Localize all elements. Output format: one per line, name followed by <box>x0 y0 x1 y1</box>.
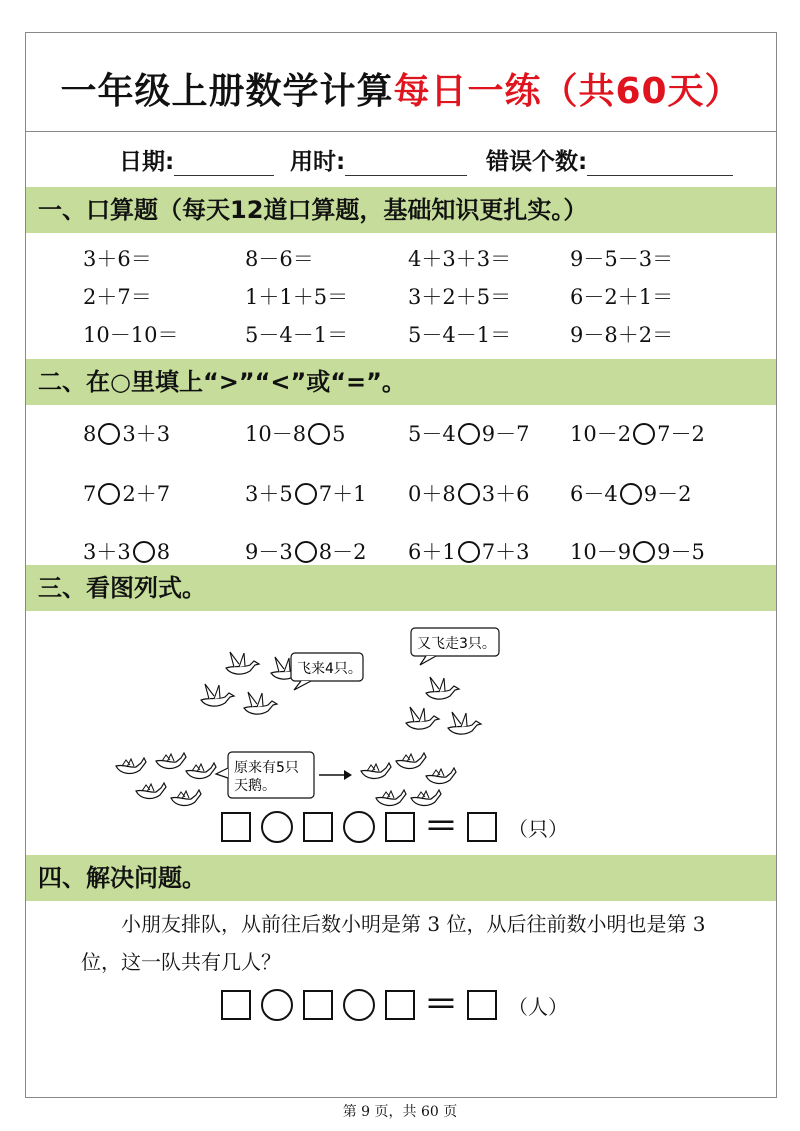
compare-right: 8 <box>156 540 171 564</box>
oral-problem[interactable]: 2＋7＝ <box>83 285 152 309</box>
operator-circle[interactable] <box>261 989 293 1021</box>
compare-right: 8－2 <box>318 540 367 564</box>
oral-problem[interactable]: 10－10＝ <box>83 323 179 347</box>
oral-problem[interactable]: 3＋2＋5＝ <box>408 285 512 309</box>
equals-sign: ＝ <box>424 985 458 1025</box>
compare-problem <box>570 418 705 448</box>
compare-circle[interactable] <box>633 541 655 563</box>
section2-heading: 二、在○里填上“>”“<”或“=”。 <box>26 359 776 405</box>
compare-right: 9－5 <box>657 540 705 564</box>
section3-heading: 三、看图列式。 <box>26 565 776 611</box>
errors-blank[interactable] <box>587 153 733 176</box>
compare-problem <box>83 478 170 508</box>
compare-left: 9－3 <box>245 540 293 564</box>
errors-label: 错误个数: <box>486 149 588 175</box>
title-main: 一年级上册数学计算 <box>60 71 394 112</box>
oral-problem[interactable]: 3＋6＝ <box>83 247 152 271</box>
answer-box[interactable] <box>221 812 251 842</box>
page-footer: 第 9 页，共 60 页 <box>342 1104 458 1120</box>
date-blank[interactable] <box>174 153 274 176</box>
compare-circle[interactable] <box>98 483 120 505</box>
compare-left: 6＋1 <box>408 540 456 564</box>
answer-box[interactable] <box>303 812 333 842</box>
answer-box[interactable] <box>385 990 415 1020</box>
page-title <box>26 63 776 114</box>
equals-sign: ＝ <box>424 807 458 847</box>
compare-left: 3＋3 <box>83 540 131 564</box>
bubble-original-text: 原来有5只天鹅。 <box>234 760 299 794</box>
compare-circle[interactable] <box>458 541 480 563</box>
compare-circle[interactable] <box>295 541 317 563</box>
compare-problem <box>83 418 170 448</box>
compare-circle[interactable] <box>458 483 480 505</box>
compare-right: 9－2 <box>643 482 692 506</box>
compare-circle[interactable] <box>633 423 655 445</box>
compare-problem <box>83 536 170 566</box>
unit-label: （人） <box>508 994 568 1019</box>
date-label: 日期: <box>119 149 175 175</box>
compare-circle[interactable] <box>458 423 480 445</box>
oral-problem[interactable]: 5－4－1＝ <box>245 323 349 347</box>
compare-right: 7＋3 <box>481 540 530 564</box>
compare-left: 10－2 <box>570 422 632 446</box>
bubble-fly-in <box>291 653 363 690</box>
date-field[interactable] <box>119 143 274 176</box>
bubble-fly-away <box>406 623 546 673</box>
compare-right: 2＋7 <box>122 482 171 506</box>
arrow-icon <box>319 770 352 780</box>
swimming-swans-right <box>361 753 456 805</box>
flying-swans-left <box>201 652 304 714</box>
unit-label: （只） <box>508 816 568 841</box>
operator-circle[interactable] <box>261 811 293 843</box>
answer-box[interactable] <box>303 990 333 1020</box>
compare-left: 0＋8 <box>408 482 456 506</box>
compare-circle[interactable] <box>295 483 317 505</box>
title-highlight: 每日一练（共60天） <box>393 71 742 112</box>
compare-left: 8 <box>83 422 97 446</box>
result-box[interactable] <box>467 990 497 1020</box>
time-blank[interactable] <box>345 153 467 176</box>
section3-answer-row <box>216 807 568 847</box>
errors-field[interactable] <box>486 143 733 176</box>
word-problem: 小朋友排队，从前往后数小明是第 3 位，从后往前数小明也是第 3 位，这一队共有几人？ <box>81 912 706 974</box>
compare-right: 3＋6 <box>481 482 530 506</box>
compare-circle[interactable] <box>133 541 155 563</box>
compare-problem <box>245 418 345 448</box>
compare-right: 7－2 <box>657 422 705 446</box>
compare-circle[interactable] <box>620 483 642 505</box>
compare-problem <box>570 536 705 566</box>
bubble-fly-away-text: 又飞走3只。 <box>417 636 496 652</box>
operator-circle[interactable] <box>343 989 375 1021</box>
compare-circle[interactable] <box>308 423 330 445</box>
compare-left: 5－4 <box>408 422 456 446</box>
compare-left: 3＋5 <box>245 482 293 506</box>
oral-problem[interactable]: 4＋3＋3＝ <box>408 247 512 271</box>
bubble-original <box>216 752 314 798</box>
oral-problem[interactable]: 6－2＋1＝ <box>570 285 674 309</box>
compare-left: 10－8 <box>245 422 307 446</box>
compare-problem <box>408 478 529 508</box>
answer-box[interactable] <box>221 990 251 1020</box>
compare-right: 5 <box>332 422 346 446</box>
time-label: 用时: <box>290 149 346 175</box>
compare-left: 6－4 <box>570 482 618 506</box>
compare-problem <box>408 536 529 566</box>
oral-problem[interactable]: 5－4－1＝ <box>408 323 512 347</box>
oral-problem[interactable]: 9－5－3＝ <box>570 247 674 271</box>
oral-problem[interactable]: 8－6＝ <box>245 247 314 271</box>
time-field[interactable] <box>290 143 467 176</box>
compare-right: 7＋1 <box>318 482 367 506</box>
compare-circle[interactable] <box>98 423 120 445</box>
title-divider <box>26 131 776 132</box>
section4-heading: 四、解决问题。 <box>26 855 776 901</box>
section4-answer-row <box>216 985 568 1025</box>
result-box[interactable] <box>467 812 497 842</box>
compare-problem <box>245 536 366 566</box>
bubble-fly-in-text: 飞来4只。 <box>297 661 362 677</box>
flying-swans-right <box>406 677 481 734</box>
compare-problem <box>408 418 529 448</box>
oral-problem[interactable]: 1＋1＋5＝ <box>245 285 349 309</box>
operator-circle[interactable] <box>343 811 375 843</box>
compare-problem <box>245 478 366 508</box>
answer-box[interactable] <box>385 812 415 842</box>
compare-right: 3＋3 <box>122 422 171 446</box>
compare-right: 9－7 <box>481 422 530 446</box>
compare-problem <box>570 478 691 508</box>
worksheet-frame <box>25 32 777 1098</box>
section1-heading: 一、口算题（每天12道口算题，基础知识更扎实。） <box>26 187 776 233</box>
oral-problem[interactable]: 9－8＋2＝ <box>570 323 674 347</box>
compare-left: 7 <box>83 482 97 506</box>
swimming-swans-left <box>116 753 216 805</box>
compare-left: 10－9 <box>570 540 632 564</box>
